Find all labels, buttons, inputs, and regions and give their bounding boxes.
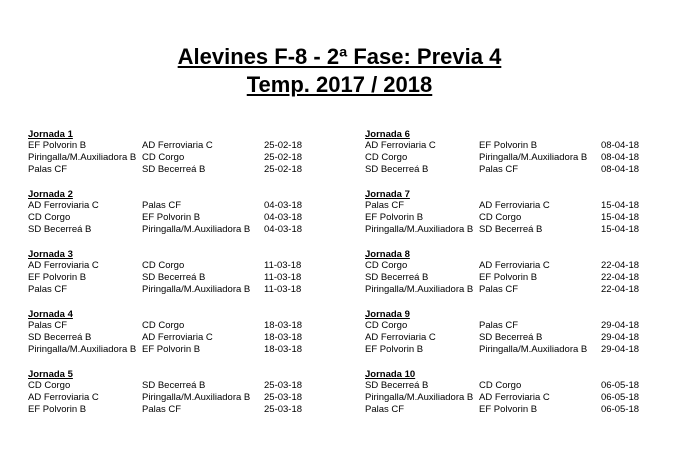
- jornada-block: [28, 189, 348, 249]
- away-team: Palas CF: [479, 164, 519, 175]
- match-row: [28, 392, 348, 404]
- home-team: CD Corgo: [365, 152, 408, 163]
- match-date: 04-03-18: [264, 200, 303, 211]
- match-row: [28, 164, 348, 176]
- home-team: EF Polvorin B: [28, 272, 87, 283]
- match-date: 08-04-18: [601, 152, 640, 163]
- home-team: AD Ferroviaria C: [365, 332, 436, 343]
- match-date: 29-04-18: [601, 344, 640, 355]
- home-team: Palas CF: [28, 284, 68, 295]
- home-team: Piringalla/M.Auxiliadora B: [365, 224, 474, 235]
- jornada-label: Jornada 8: [365, 249, 410, 260]
- jornada-block: [28, 129, 348, 189]
- home-team: AD Ferroviaria C: [28, 392, 99, 403]
- match-date: 22-04-18: [601, 284, 640, 295]
- match-date: 11-03-18: [264, 284, 302, 295]
- away-team: EF Polvorin B: [479, 140, 538, 151]
- away-team: CD Corgo: [142, 260, 185, 271]
- away-team: CD Corgo: [479, 212, 522, 223]
- jornada-label: Jornada 7: [365, 189, 410, 200]
- away-team: Piringalla/M.Auxiliadora B: [479, 344, 588, 355]
- away-team: AD Ferroviaria C: [142, 140, 213, 151]
- match-row: [365, 320, 679, 332]
- match-date: 15-04-18: [601, 224, 640, 235]
- away-team: Palas CF: [142, 200, 182, 211]
- match-row: [365, 224, 679, 236]
- match-row: [365, 284, 679, 296]
- jornada-label: Jornada 6: [365, 129, 410, 140]
- match-row: [365, 164, 679, 176]
- home-team: Piringalla/M.Auxiliadora B: [365, 392, 474, 403]
- schedule-column-left: [28, 129, 348, 429]
- match-row: [28, 140, 348, 152]
- away-team: CD Corgo: [479, 380, 522, 391]
- home-team: EF Polvorin B: [28, 140, 87, 151]
- match-row: [365, 152, 679, 164]
- match-row: [28, 380, 348, 392]
- match-row: [28, 404, 348, 416]
- home-team: AD Ferroviaria C: [28, 260, 99, 271]
- document-title: Alevines F-8 - 2ª Fase: Previa 4: [177, 44, 502, 69]
- match-row: [28, 260, 348, 272]
- home-team: SD Becerreá B: [365, 380, 429, 391]
- match-date: 06-05-18: [601, 380, 640, 391]
- away-team: Piringalla/M.Auxiliadora B: [142, 284, 251, 295]
- match-row: [365, 200, 679, 212]
- match-date: 18-03-18: [264, 344, 303, 355]
- match-row: [28, 320, 348, 332]
- jornada-label: Jornada 3: [28, 249, 73, 260]
- home-team: Piringalla/M.Auxiliadora B: [28, 344, 137, 355]
- home-team: CD Corgo: [365, 320, 408, 331]
- match-date: 08-04-18: [601, 164, 640, 175]
- away-team: CD Corgo: [142, 152, 185, 163]
- jornada-block: [365, 249, 679, 309]
- jornada-block: [365, 309, 679, 369]
- away-team: AD Ferroviaria C: [479, 392, 550, 403]
- home-team: SD Becerreá B: [28, 224, 92, 235]
- home-team: SD Becerreá B: [365, 164, 429, 175]
- match-date: 22-04-18: [601, 260, 640, 271]
- jornada-label: Jornada 1: [28, 129, 73, 140]
- jornada-label: Jornada 5: [28, 369, 73, 380]
- away-team: SD Becerreá B: [142, 272, 206, 283]
- away-team: EF Polvorin B: [142, 212, 201, 223]
- match-row: [365, 404, 679, 416]
- home-team: Palas CF: [28, 164, 68, 175]
- home-team: Palas CF: [28, 320, 68, 331]
- away-team: EF Polvorin B: [479, 404, 538, 415]
- schedule-column-right: [365, 129, 679, 429]
- home-team: Palas CF: [365, 200, 405, 211]
- away-team: Palas CF: [479, 284, 519, 295]
- match-date: 18-03-18: [264, 320, 303, 331]
- match-row: [365, 380, 679, 392]
- match-date: 06-05-18: [601, 392, 640, 403]
- match-row: [28, 344, 348, 356]
- match-date: 29-04-18: [601, 320, 640, 331]
- away-team: Piringalla/M.Auxiliadora B: [479, 152, 588, 163]
- jornada-block: [28, 249, 348, 309]
- jornada-label: Jornada 2: [28, 189, 73, 200]
- match-row: [365, 392, 679, 404]
- match-date: 25-02-18: [264, 140, 303, 151]
- match-row: [28, 224, 348, 236]
- jornada-label: Jornada 10: [365, 369, 416, 380]
- home-team: CD Corgo: [28, 212, 71, 223]
- away-team: Palas CF: [142, 404, 182, 415]
- home-team: CD Corgo: [28, 380, 71, 391]
- match-date: 25-03-18: [264, 404, 303, 415]
- home-team: EF Polvorin B: [365, 212, 424, 223]
- away-team: SD Becerreá B: [479, 224, 543, 235]
- match-date: 04-03-18: [264, 224, 303, 235]
- match-row: [365, 332, 679, 344]
- match-date: 11-03-18: [264, 272, 302, 283]
- away-team: AD Ferroviaria C: [479, 200, 550, 211]
- match-date: 25-03-18: [264, 380, 303, 391]
- jornada-block: [365, 129, 679, 189]
- match-date: 06-05-18: [601, 404, 640, 415]
- away-team: CD Corgo: [142, 320, 185, 331]
- jornada-block: [365, 189, 679, 249]
- jornada-label: Jornada 4: [28, 309, 73, 320]
- match-date: 15-04-18: [601, 212, 640, 223]
- match-row: [28, 272, 348, 284]
- home-team: Piringalla/M.Auxiliadora B: [365, 284, 474, 295]
- jornada-label: Jornada 9: [365, 309, 410, 320]
- match-row: [365, 344, 679, 356]
- away-team: SD Becerreá B: [479, 332, 543, 343]
- home-team: AD Ferroviaria C: [365, 140, 436, 151]
- home-team: EF Polvorin B: [28, 404, 87, 415]
- match-row: [28, 284, 348, 296]
- away-team: SD Becerreá B: [142, 164, 206, 175]
- home-team: CD Corgo: [365, 260, 408, 271]
- match-row: [28, 212, 348, 224]
- away-team: AD Ferroviaria C: [479, 260, 550, 271]
- away-team: EF Polvorin B: [142, 344, 201, 355]
- home-team: AD Ferroviaria C: [28, 200, 99, 211]
- home-team: Piringalla/M.Auxiliadora B: [28, 152, 137, 163]
- season-subtitle: Temp. 2017 / 2018: [246, 72, 433, 97]
- away-team: Palas CF: [479, 320, 519, 331]
- jornada-block: [365, 369, 679, 429]
- match-row: [28, 332, 348, 344]
- match-date: 08-04-18: [601, 140, 640, 151]
- match-date: 18-03-18: [264, 332, 303, 343]
- match-date: 15-04-18: [601, 200, 640, 211]
- match-date: 25-03-18: [264, 392, 303, 403]
- match-date: 22-04-18: [601, 272, 640, 283]
- match-date: 25-02-18: [264, 164, 303, 175]
- home-team: SD Becerreá B: [28, 332, 92, 343]
- match-row: [365, 272, 679, 284]
- jornada-block: [28, 369, 348, 429]
- away-team: AD Ferroviaria C: [142, 332, 213, 343]
- match-date: 29-04-18: [601, 332, 640, 343]
- away-team: Piringalla/M.Auxiliadora B: [142, 392, 251, 403]
- match-date: 25-02-18: [264, 152, 303, 163]
- jornada-block: [28, 309, 348, 369]
- home-team: Palas CF: [365, 404, 405, 415]
- home-team: SD Becerreá B: [365, 272, 429, 283]
- match-row: [365, 140, 679, 152]
- match-row: [28, 152, 348, 164]
- match-date: 04-03-18: [264, 212, 303, 223]
- match-row: [28, 200, 348, 212]
- match-date: 11-03-18: [264, 260, 302, 271]
- match-row: [365, 260, 679, 272]
- match-row: [365, 212, 679, 224]
- away-team: SD Becerreá B: [142, 380, 206, 391]
- away-team: EF Polvorin B: [479, 272, 538, 283]
- away-team: Piringalla/M.Auxiliadora B: [142, 224, 251, 235]
- home-team: EF Polvorin B: [365, 344, 424, 355]
